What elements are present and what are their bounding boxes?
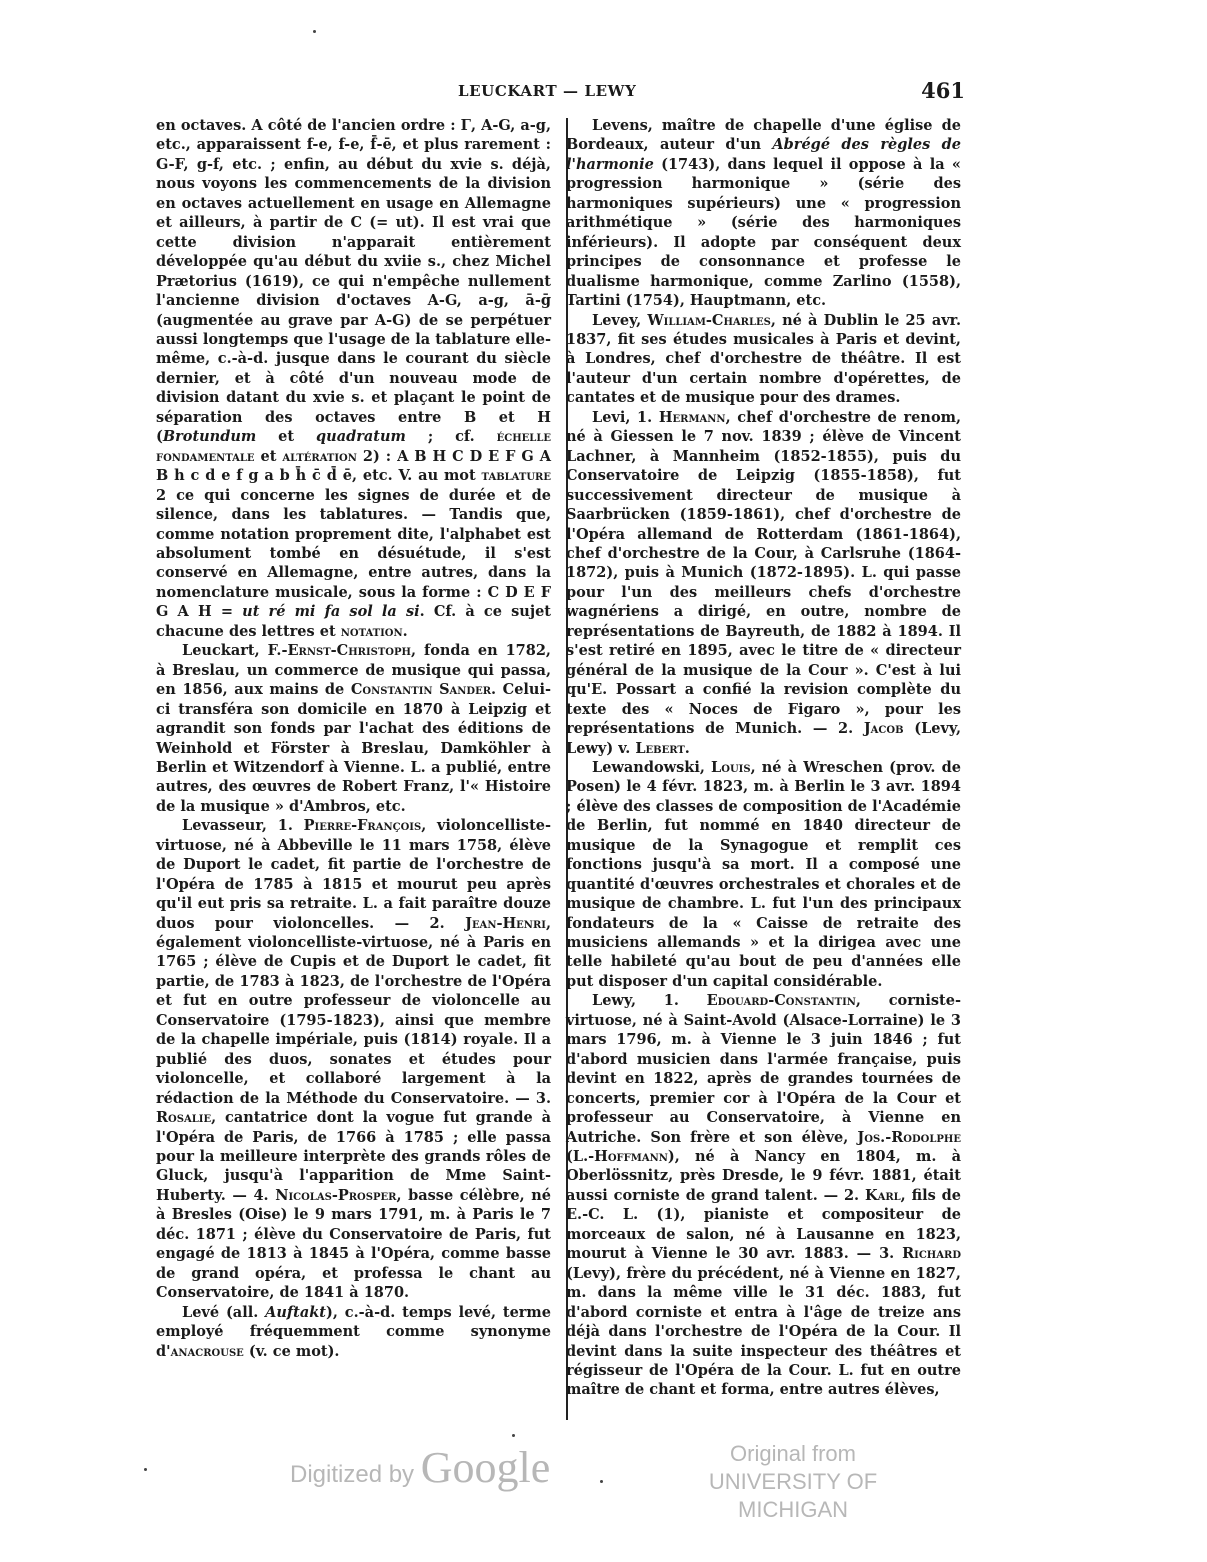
entry-levasseur: Levasseur, 1. Pierre-François, violoncelliste-virtuose, né à Abbeville le 11 mars 1758, élève de Duport le cadet, fit partie de l'orchestre de l'Opéra de 1785 à 1815 et mourut peu après qu'il eut pris sa retraite. L. a fait paraître douze duos pour violoncelles. — 2. Jean-Henri, également violoncelliste-virtuose, né à Paris en 1765 ; élève de Cupis et de Duport le cadet, fit partie, de 1783 à 1823, de l'orchestre de l'Opéra et fut en outre professeur de violoncelle au Conservatoire (1795-1823), ainsi que membre de la chapelle impériale, puis (1814) royale. Il a publié des duos, sonates et études pour violoncelle, et collaboré largement à la rédaction de la Méthode du Conservatoire. — 3. Rosalie, cantatrice dont la vogue fut grande à l'Opéra de Paris, de 1766 à 1785 ; elle passa pour la meilleure interprète des grands rôles de Gluck, jusqu'à l'apparition de Mme Saint-Huberty. — 4. Nicolas-Prosper, basse célèbre, né à Bresles (Oise) le 9 mars 1791, m. à Paris le 7 déc. 1871 ; élève du Conservatoire de Paris, fut engagé de 1813 à 1845 à l'Opéra, comme basse de grand opéra, et professa le chant au Conservatoire, de 1841 à 1870. [156,817,552,1302]
entry-lewy: Lewy, 1. Edouard-Constantin, corniste-virtuose, né à Saint-Avold (Alsace-Lorraine) le 3 mars 1796, m. à Vienne le 3 juin 1846 ; fut d'abord musicien dans l'armée française, puis devint en 1822, après de grandes tournées de concerts, premier cor à l'Opéra de la Cour et professeur au Conservatoire, à Vienne en Autriche. Son frère et son élève, Jos.-Rodolphe (L.-Hoffmann), né à Nancy en 1804, m. à Oberlössnitz, près Dresde, le 9 févr. 1881, était aussi corniste de grand talent. — 2. Karl, fils de E.-C. L. (1), pianiste et compositeur de morceaux de salon, né à Lausanne en 1823, mourut à Vienne le 30 avr. 1883. — 3. Richard (Levy), frère du précédent, né à Vienne en 1827, m. dans la même ville le 31 déc. 1883, fut d'abord corniste et entra à l'âge de treize ans déjà dans l'orchestre de l'Opéra de la Cour. Il devint dans la suite inspecteur des théâtres et régisseur de l'Opéra de la Cour. L. fut en outre maître de chant et forma, entre autres élèves, [566,992,961,1399]
original-source-watermark: Original from UNIVERSITY OF MICHIGAN [708,1441,878,1522]
page-number: 461 [921,78,965,103]
scan-speck [600,1480,603,1483]
headword: Lewandowski, [592,758,705,776]
digitized-by-google-watermark: Digitized by Google [290,1443,551,1492]
running-head: LEUCKART — LEWY [458,82,637,100]
headword: Levens, [592,117,653,134]
entry-leuckart: Leuckart, F.-Ernst-Christoph, fonda en 1782, à Breslau, un commerce de musique qui passa, en 1856, aux mains de Constantin Sander. Celui-ci transféra son domicile en 1870 à Leipzig et agrandit son fonds par l'achat des éditions de Weinhold et Förster à Breslau, Damköhler à Berlin et Witzendorf à Vienne. L. a publié, entre autres, des œuvres de Robert Franz, l'« Histoire de la musique » d'Ambros, etc. [156,642,551,815]
headword: Levé [182,1303,220,1321]
cross-reference[interactable]: Lebert [635,739,685,757]
cross-reference[interactable]: altération [282,447,357,465]
right-column [566,116,961,1400]
left-column [156,116,551,1361]
cross-reference[interactable]: anacrouse [170,1342,244,1360]
scan-speck [144,1468,147,1471]
cross-reference[interactable]: notation [340,622,403,640]
alphabet-continuation-paragraph: en octaves. A côté de l'ancien ordre : Γ, A-G, a-g, etc., apparaissent f-e, f-e, f̄-ē, et plus rarement : G-F, g-f, etc. ; enfin, au début du xvie s. déjà, nous voyons les commencements de la division en octaves actuellement en usage en Allemagne et ailleurs, à partir de C (= ut). Il est vrai que cette division n'apparait entièrement développée qu'au début du xviie s., chez Michel Prætorius (1619), ce qui n'empêche nullement l'ancienne division d'octaves A-G, a-g, ā-ḡ (augmentée au grave par A-G) de se perpétuer aussi longtemps que l'usage de la tablature elle-même, c.-à-d. jusque dans le courant du siècle dernier, et à côté d'un nouveau mode de division datant du xvie s. et plaçant le point de séparation des octaves entre B et H (Brotundum et quadratum ; cf. échelle fondamentale et altération 2) : A B H C D E F G A B h c d e f g a b h̄ c̄ d̄ ē, etc. V. au mot tablature 2 ce qui concerne les signes de durée et de silence, dans les tablatures. — Tandis que, comme notation proprement dite, l'alphabet est absolument tombé en désuétude, il s'est conservé en Allemagne, entre autres, dans la nomenclature musicale, sous la forme : C D E F G A H = ut ré mi fa sol la si. Cf. à ce sujet chacune des lettres et notation. [156,117,551,640]
digitization-footer [0,1440,1207,1522]
entry-levey: Levey, William-Charles, né à Dublin le 25 avr. 1837, fit ses études musicales à Paris et devint, à Londres, chef d'orchestre de théâtre. Il est l'auteur d'un certain nombre d'opérettes, de cantates et de musique pour des drames. [566,311,961,407]
headword: Levey, [592,311,642,329]
entry-levi: Levi, 1. Hermann, chef d'orchestre de renom, né à Giessen le 7 nov. 1839 ; élève de Vincent Lachner, à Mannheim (1852-1855), puis du Conservatoire de Leipzig (1855-1858), fut successivement directeur de musique à Saarbrücken (1859-1861), chef d'orchestre de l'Opéra allemand de Rotterdam (1861-1864), chef d'orchestre de la Cour, à Carlsruhe (1864-1872), puis à Munich (1872-1895). L. qui passe pour l'un des meilleurs chefs d'orchestre wagnériens a dirigé, en outre, nombre de représentations de Bayreuth, de 1882 à 1894. Il s'est retiré en 1895, avec le titre de « directeur général de la musique de la Cour ». C'est à lui qu'E. Possart a confié la revision complète du texte des « Noces de Figaro », pour les représentations de Munich. — 2. Jacob (Levy, Lewy) v. Lebert. [566,408,962,757]
entry-lewandowski: Lewandowski, Louis, né à Wreschen (prov. de Posen) le 4 févr. 1823, m. à Berlin le 3 avr. 1894 ; élève des classes de composition de l'Académie de Berlin, fut nommé en 1840 directeur de musique de la Synagogue et remplit ces fonctions jusqu'à sa mort. Il a composé une quantité d'œuvres orchestrales et chorales et de musique de chambre. L. fut l'un des principaux fondateurs de la « Caisse de retraite des musiciens allemands » et la dirigea avec une telle habileté qu'au bout de peu d'années elle put disposer d'un capital considérable. [566,758,961,990]
cross-reference[interactable]: tablature [481,467,551,485]
headword: Leuckart, [182,642,260,660]
scan-speck [512,1434,515,1437]
google-logo: Google [420,1443,551,1492]
cross-reference[interactable]: échelle fondamentale [156,428,551,465]
entry-leve: Levé (all. Auftakt), c.-à-d. temps levé, terme employé fréquemment comme synonyme d'anacrouse (v. ce mot). [156,1303,552,1360]
headword: Levi, [592,408,631,426]
scan-speck [313,30,316,33]
entry-levens: Levens, maître de chapelle d'une église de Bordeaux, auteur d'un Abrégé des règles de l'harmonie (1743), dans lequel il oppose à la « progression harmonique » (série des harmoniques supérieurs) une « progression arithmétique » (série des harmoniques inférieurs). Il adopte par conséquent deux principes de consonnance et professe le dualisme harmonique, comme Zarlino (1558), Tartini (1754), Hauptmann, etc. [566,117,961,310]
headword: Lewy, [592,992,636,1010]
headword: Levasseur, [182,817,267,835]
page-header [150,80,965,104]
